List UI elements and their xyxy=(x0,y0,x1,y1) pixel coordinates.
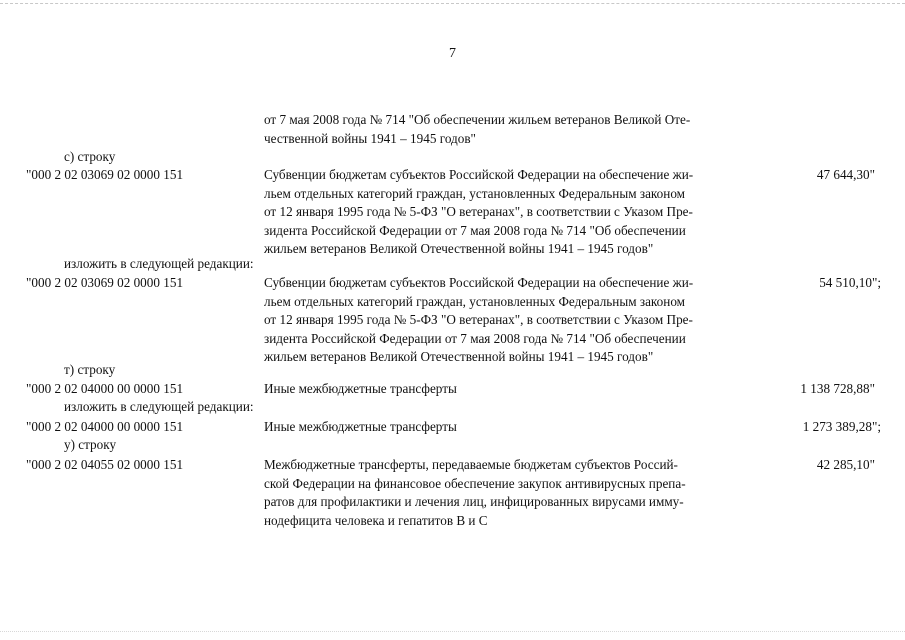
budget-description xyxy=(264,274,754,367)
text-line: зидента Российской Федерации от 7 мая 2008 года № 714 "Об обеспечении xyxy=(264,330,686,346)
budget-description xyxy=(264,380,754,399)
page-number: 7 xyxy=(449,46,456,61)
text-line: Иные межбюджетные трансферты xyxy=(264,419,457,434)
budget-amount: 42 285,10" xyxy=(816,457,875,472)
scan-edge-bottom xyxy=(0,631,905,632)
budget-code: "000 2 02 04000 00 0000 151 xyxy=(26,381,184,396)
text-line: от 12 января 1995 года № 5-ФЗ "О ветеранах", в соответствии с Указом Пре- xyxy=(264,204,693,219)
text-line: Субвенции бюджетам субъектов Российской Федерации на обеспечение жи- xyxy=(264,167,694,182)
text-line: льем отдельных категорий граждан, установленных Федеральным законом xyxy=(264,293,686,309)
budget-description xyxy=(264,456,754,530)
budget-code: "000 2 02 04000 00 0000 151 xyxy=(26,419,184,434)
scan-edge-top xyxy=(0,3,905,4)
budget-code: "000 2 02 03069 02 0000 151 xyxy=(26,275,184,290)
budget-code: "000 2 02 03069 02 0000 151 xyxy=(26,167,184,182)
text-line: зидента Российской Федерации от 7 мая 2008 года № 714 "Об обеспечении xyxy=(264,222,686,238)
text-line: Межбюджетные трансферты, передаваемые бюджетам субъектов Россий- xyxy=(264,457,678,472)
budget-amount: 1 138 728,88" xyxy=(800,381,875,396)
section-label-t: т) строку xyxy=(64,362,116,377)
text-line: чественной войны 1941 – 1945 годов" xyxy=(264,130,476,146)
text-line: от 12 января 1995 года № 5-ФЗ "О ветеранах", в соответствии с Указом Пре- xyxy=(264,312,693,327)
text-line: Субвенции бюджетам субъектов Российской Федерации на обеспечение жи- xyxy=(264,275,694,290)
budget-amount: 54 510,10"; xyxy=(819,275,881,290)
edit-label: изложить в следующей редакции: xyxy=(64,256,254,271)
text-line: нодефицита человека и гепатитов В и С xyxy=(264,512,488,528)
section-label-u: у) строку xyxy=(64,437,117,452)
budget-amount: 1 273 389,28"; xyxy=(802,419,881,434)
edit-label: изложить в следующей редакции: xyxy=(64,399,254,414)
text-line: Иные межбюджетные трансферты xyxy=(264,381,457,396)
text-line: ской Федерации на финансовое обеспечение закупок антивирусных препа- xyxy=(264,475,686,491)
budget-code: "000 2 02 04055 02 0000 151 xyxy=(26,457,184,472)
section-label-s: с) строку xyxy=(64,149,116,164)
text-line: льем отдельных категорий граждан, установленных Федеральным законом xyxy=(264,185,686,201)
text-line: жильем ветеранов Великой Отечественной войны 1941 – 1945 годов" xyxy=(264,241,654,256)
budget-amount: 47 644,30" xyxy=(816,167,875,182)
text-line: от 7 мая 2008 года № 714 "Об обеспечении жильем ветеранов Великой Оте- xyxy=(264,112,691,127)
budget-description xyxy=(264,418,754,437)
continuation-text xyxy=(264,111,754,148)
budget-description xyxy=(264,166,754,259)
text-line: жильем ветеранов Великой Отечественной войны 1941 – 1945 годов" xyxy=(264,349,654,364)
text-line: ратов для профилактики и лечения лиц, инфицированных вирусами имму- xyxy=(264,494,684,509)
